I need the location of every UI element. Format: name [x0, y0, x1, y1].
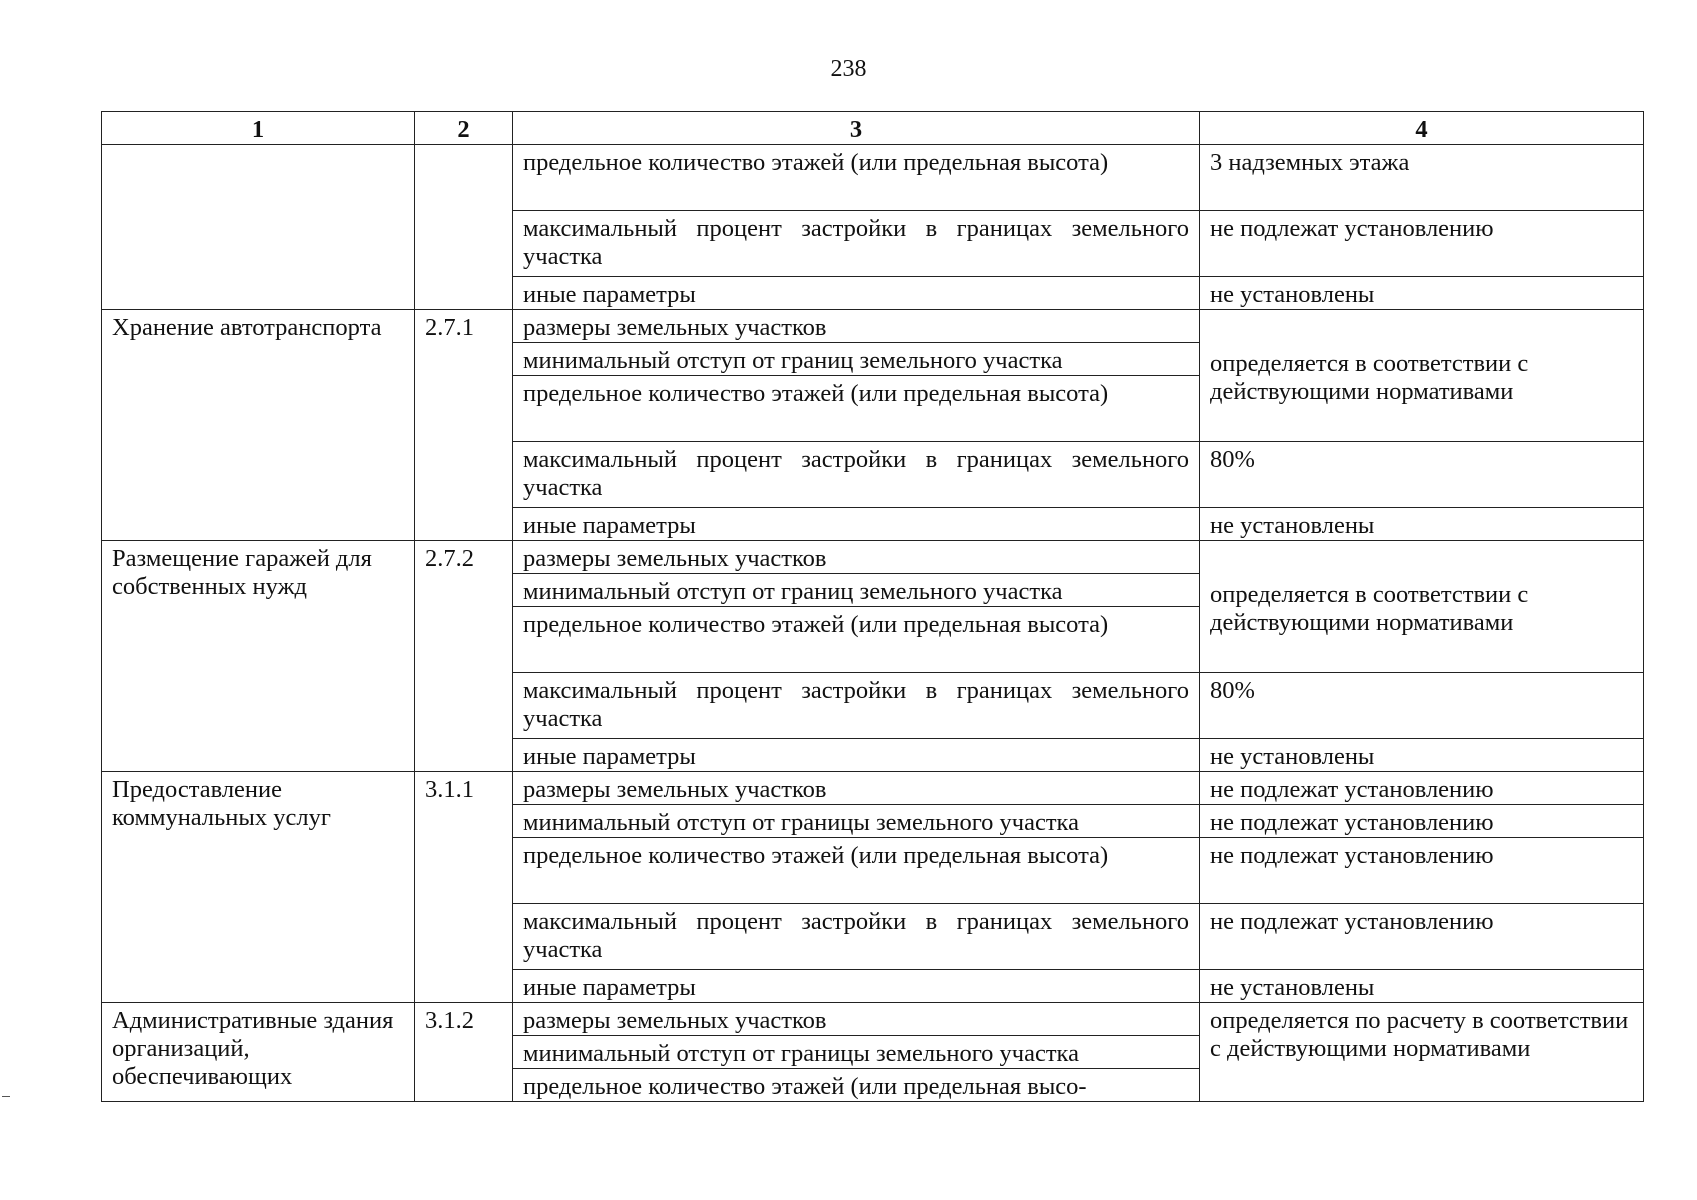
- table-row: [102, 1003, 1644, 1036]
- use-type-cell: Предоставление коммунальных услуг: [102, 772, 415, 1003]
- page-number: 238: [830, 56, 867, 82]
- parameter-cell: предельное количество этажей (или предельная высота): [513, 838, 1200, 904]
- parameter-cell: иные параметры: [513, 970, 1200, 1003]
- value-cell: не подлежат установлению: [1200, 772, 1644, 805]
- parameter-cell: предельное количество этажей (или предельная высота): [513, 145, 1200, 211]
- value-cell: [1200, 541, 1644, 673]
- value-text: определяется в соответствии с действующими нормативами: [1210, 581, 1529, 636]
- value-cell: не установлены: [1200, 970, 1644, 1003]
- value-cell: не подлежат установлению: [1200, 211, 1644, 277]
- value-cell: не установлены: [1200, 277, 1644, 310]
- parameter-cell: иные параметры: [513, 508, 1200, 541]
- column-header-2: 2: [415, 112, 513, 145]
- parameter-cell: максимальный процент застройки в границах земельного участка: [513, 904, 1200, 970]
- value-cell: 80%: [1200, 673, 1644, 739]
- parameter-cell: максимальный процент застройки в границах земельного участка: [513, 211, 1200, 277]
- table-row: [102, 541, 1644, 574]
- value-cell: [1200, 310, 1644, 442]
- parameter-cell: минимальный отступ от границы земельного участка: [513, 1036, 1200, 1069]
- use-type-cell: Административные здания организаций, обеспечивающих: [102, 1003, 415, 1102]
- code-cell: [415, 145, 513, 310]
- column-header-1: 1: [102, 112, 415, 145]
- code-cell: 3.1.1: [415, 772, 513, 1003]
- use-type-cell: [102, 145, 415, 310]
- code-cell: 2.7.2: [415, 541, 513, 772]
- value-cell: не установлены: [1200, 508, 1644, 541]
- parameter-cell: размеры земельных участков: [513, 1003, 1200, 1036]
- column-header-3: 3: [513, 112, 1200, 145]
- parameter-cell: предельное количество этажей (или предельная высота): [513, 376, 1200, 442]
- parameter-cell: минимальный отступ от границ земельного участка: [513, 343, 1200, 376]
- parameter-cell: иные параметры: [513, 739, 1200, 772]
- table-row: [102, 145, 1644, 211]
- value-cell: 80%: [1200, 442, 1644, 508]
- parameter-cell: максимальный процент застройки в границах земельного участка: [513, 442, 1200, 508]
- value-cell: не подлежат установлению: [1200, 904, 1644, 970]
- table-row: [102, 310, 1644, 343]
- value-cell: не подлежат установлению: [1200, 838, 1644, 904]
- parameter-cell: максимальный процент застройки в границах земельного участка: [513, 673, 1200, 739]
- use-type-cell: Размещение гаражей для собственных нужд: [102, 541, 415, 772]
- parameter-cell: размеры земельных участков: [513, 310, 1200, 343]
- value-cell: не установлены: [1200, 739, 1644, 772]
- value-cell: 3 надземных этажа: [1200, 145, 1644, 211]
- table-row: [102, 772, 1644, 805]
- parameter-cell: предельное количество этажей (или предельная высо-: [513, 1069, 1200, 1102]
- parameter-cell: минимальный отступ от границы земельного участка: [513, 805, 1200, 838]
- value-cell: не подлежат установлению: [1200, 805, 1644, 838]
- parameter-cell: размеры земельных участков: [513, 541, 1200, 574]
- parameter-cell: иные параметры: [513, 277, 1200, 310]
- code-cell: 2.7.1: [415, 310, 513, 541]
- parameter-cell: предельное количество этажей (или предельная высота): [513, 607, 1200, 673]
- parameter-cell: минимальный отступ от границ земельного участка: [513, 574, 1200, 607]
- code-cell: 3.1.2: [415, 1003, 513, 1102]
- use-type-cell: Хранение автотранспорта: [102, 310, 415, 541]
- column-header-4: 4: [1200, 112, 1644, 145]
- margin-mark: [2, 1096, 10, 1097]
- value-cell: определяется по расчету в соответствии с действующими нормативами: [1200, 1003, 1644, 1102]
- parameter-cell: размеры земельных участков: [513, 772, 1200, 805]
- value-text: определяется в соответствии с действующими нормативами: [1210, 350, 1529, 405]
- land-parameters-table: [101, 111, 1644, 1102]
- table-header-row: [102, 112, 1644, 145]
